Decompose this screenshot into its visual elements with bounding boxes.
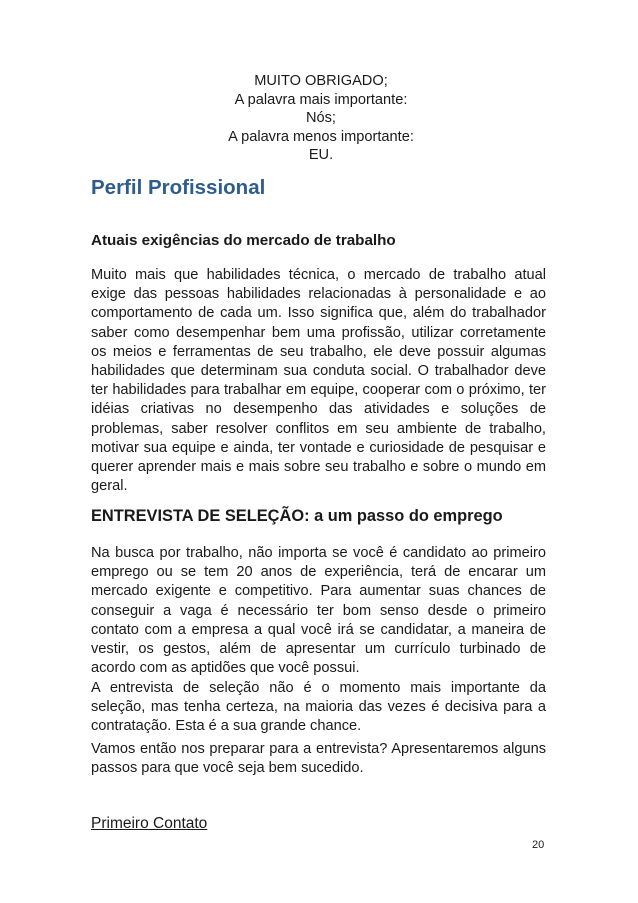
intro-quote	[0, 72, 638, 165]
section-title: Perfil Profissional	[91, 176, 266, 199]
interview-section-title: ENTREVISTA DE SELEÇÃO: a um passo do emprego	[91, 507, 503, 525]
body-paragraph: A entrevista de seleção não é o momento mais importante da seleção, mas tenha certeza, na maioria das vezes é decisiva para a contratação. Esta é a sua grande chance.	[91, 680, 546, 735]
intro-line: A palavra menos importante:	[228, 128, 414, 145]
first-contact-heading: Primeiro Contato	[91, 815, 208, 832]
intro-line: Nós;	[305, 110, 336, 126]
subsection-title: Atuais exigências do mercado de trabalho	[91, 232, 396, 249]
page-number: 20	[532, 839, 545, 851]
body-paragraph: Na busca por trabalho, não importa se você é candidato ao primeiro emprego ou se tem 20 anos de experiência, terá de encarar um mercado exigente e competitivo. Para aumentar suas chances de conseguir a vaga é necessário ter bom senso desde o primeiro contato com a empresa a qual você irá se candidatar, a maneira de vestir, os gestos, além de apresentar um currículo turbinado de acordo com as aptidões que você possui.	[91, 545, 546, 677]
intro-line: A palavra mais importante:	[234, 91, 408, 108]
body-paragraph: Vamos então nos preparar para a entrevista? Apresentaremos alguns passos para que você seja bem sucedido.	[91, 741, 546, 777]
body-paragraph: Muito mais que habilidades técnica, o mercado de trabalho atual exige das pessoas habilidades relacionadas à personalidade e ao comportamento de cada um. Isso significa que, além do trabalhador saber como desempenhar bem uma profissão, utilizar corretamente os meios e ferramentas de seu trabalho, ele deve possuir algumas habilidades que determinam sua conduta social. O trabalhador deve ter habilidades para trabalhar em equipe, cooperar com o próximo, ter idéias criativas no desempenho das atividades e soluções de problemas, saber resolver conflitos em seu ambiente de trabalho, motivar sua equipe e ainda, ter vontade e curiosidade de pesquisar e querer aprender mais e mais sobre seu trabalho e sobre o mundo em geral.	[91, 267, 546, 495]
intro-line: EU.	[308, 147, 334, 163]
intro-line: MUITO OBRIGADO;	[254, 73, 388, 89]
